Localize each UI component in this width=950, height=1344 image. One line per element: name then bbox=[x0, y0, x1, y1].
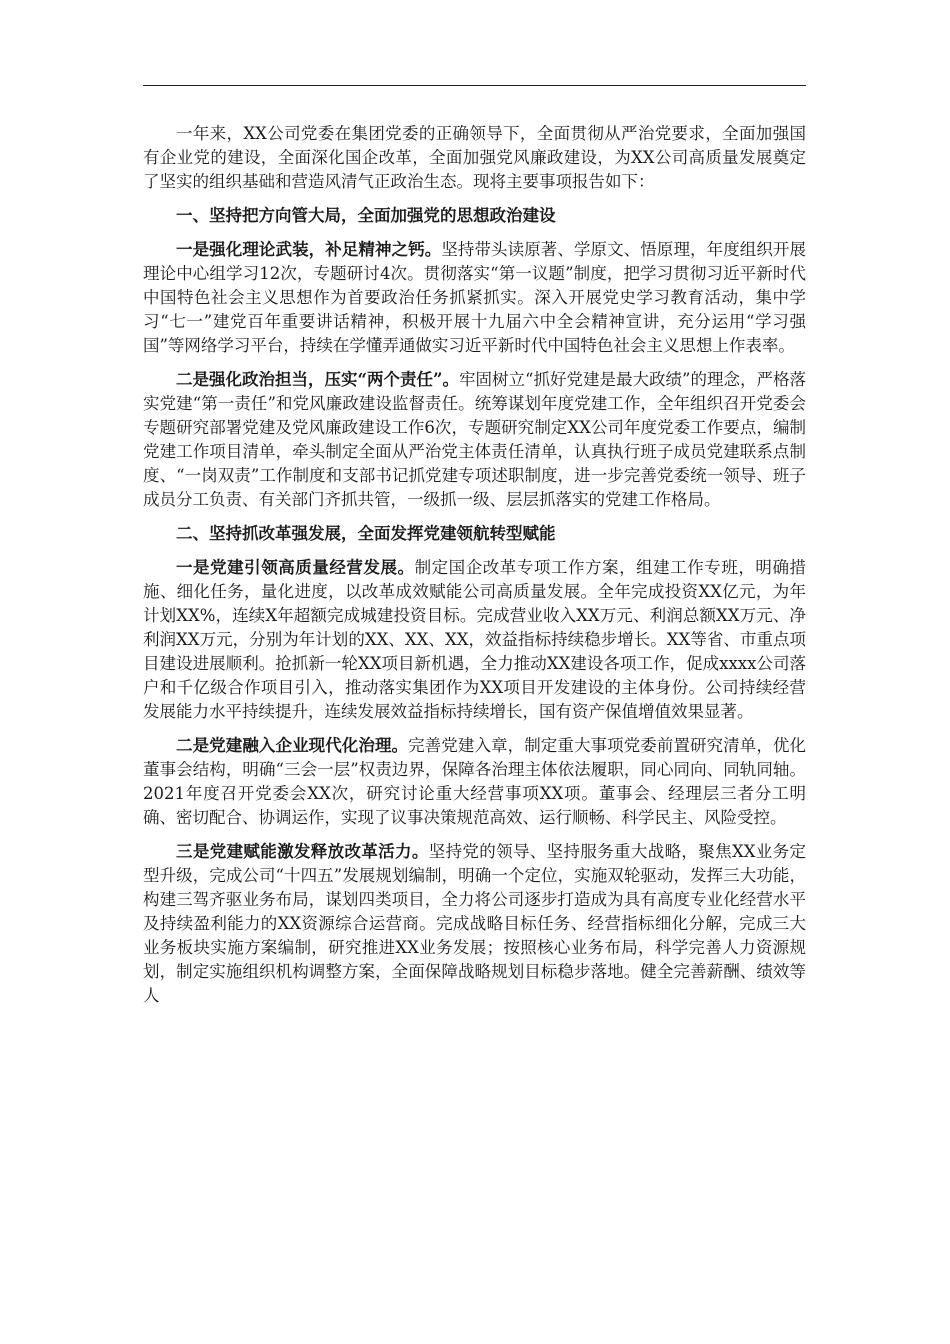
body-paragraph bbox=[143, 368, 806, 512]
section-heading: 二、坚持抓改革强发展，全面发挥党建领航转型赋能 bbox=[176, 524, 556, 543]
paragraph-text: 坚持党的领导、坚持服务重大战略，聚焦XX业务定型升级，完成公司“十四五”发展规划编制，明确一个定位，实施双轮驱动，发挥三大功能，构建三驾齐驱业务布局，谋划四类项目，全力将公司逐步打造成为具有高度专业化经营水平及持续盈利能力的XX资源综合运营商。完成战略目标任务、经营指标细化分解，完成三大业务板块实施方案编制，研究推进XX业务发展；按照核心业务布局，科学完善人力资源规划，制定实施组织机构调整方案，全面保障战略规划目标稳步落地。健全完善薪酬、绩效等人 bbox=[143, 842, 807, 1005]
paragraph-lead: 二是党建融入企业现代化治理。 bbox=[176, 736, 409, 755]
body-paragraph bbox=[143, 238, 806, 358]
paragraph-text: 制定国企改革专项工作方案，组建工作专班，明确措施、细化任务，量化进度，以改革成效赋能公司高质量发展。全年完成投资XX亿元，为年计划XX%，连续X年超额完成城建投资目标。完成营业收入XX万元、利润总额XX万元、净利润XX万元，分别为年计划的XX、XX、XX，效益指标持续稳步增长。XX等省、市重点项目建设进展顺利。抢抓新一轮XX项目新机遇，全力推动XX建设各项工作，促成xxxx公司落户和千亿级合作项目引入，推动落实集团作为XX项目开发建设的主体身份。公司持续经营发展能力水平持续提升，连续发展效益指标持续增长，国有资产保值增值效果显著。 bbox=[143, 558, 807, 721]
paragraph-lead: 一是党建引领高质量经营发展。 bbox=[176, 558, 415, 577]
body-paragraph bbox=[143, 556, 806, 724]
paragraph-lead: 三是党建赋能激发释放改革活力。 bbox=[176, 842, 429, 861]
paragraph-text: 坚持带头读原著、学原文、悟原理，年度组织开展理论中心组学习12次，专题研讨4次。贯彻落实“第一议题”制度，把学习贯彻习近平新时代中国特色社会主义思想作为首要政治任务抓紧抓实。深入开展党史学习教育活动，集中学习“七一”建党百年重要讲话精神，积极开展十九届六中全会精神宣讲，充分运用“学习强国”等网络学习平台，持续在学懂弄通做实习近平新时代中国特色社会主义思想上作表率。 bbox=[143, 240, 807, 355]
paragraph-lead: 一是强化理论武装，补足精神之钙。 bbox=[176, 240, 442, 259]
paragraph-text: 完善党建入章，制定重大事项党委前置研究清单，优化董事会结构，明确“三会一层”权责边界，保障各治理主体依法履职，同心同向、同轨同轴。2021年度召开党委会XX次，研究讨论重大经营事项XX项。董事会、经理层三者分工明确、密切配合、协调运作，实现了议事决策规范高效、运行顺畅、科学民主、风险受控。 bbox=[143, 736, 807, 827]
body-paragraph bbox=[143, 734, 806, 830]
body-paragraph bbox=[143, 840, 806, 1008]
paragraph-lead: 二是强化政治担当，压实“两个责任”。 bbox=[176, 370, 460, 389]
section-heading: 一、坚持把方向管大局，全面加强党的思想政治建设 bbox=[176, 206, 556, 225]
intro-paragraph: 一年来，XX公司党委在集团党委的正确领导下，全面贯彻从严治党要求，全面加强国有企业党的建设，全面深化国企改革，全面加强党风廉政建设，为XX公司高质量发展奠定了坚实的组织基础和营造风清气正政治生态。现将主要事项报告如下： bbox=[143, 124, 806, 191]
document-body bbox=[143, 122, 806, 1018]
paragraph-text: 牢固树立“抓好党建是最大政绩”的理念，严格落实党建“第一责任”和党风廉政建设监督责任。统筹谋划年度党建工作，全年组织召开党委会专题研究部署党建及党风廉政建设工作6次，专题研究制定XX公司年度党委工作要点，编制党建工作项目清单，牵头制定全面从严治党主体责任清单，认真执行班子成员党建联系点制度、“一岗双责”工作制度和支部书记抓党建专项述职制度，进一步完善党委统一领导、班子成员分工负责、有关部门齐抓共管，一级抓一级、层层抓落实的党建工作格局。 bbox=[143, 370, 806, 509]
header-rule bbox=[143, 85, 806, 86]
